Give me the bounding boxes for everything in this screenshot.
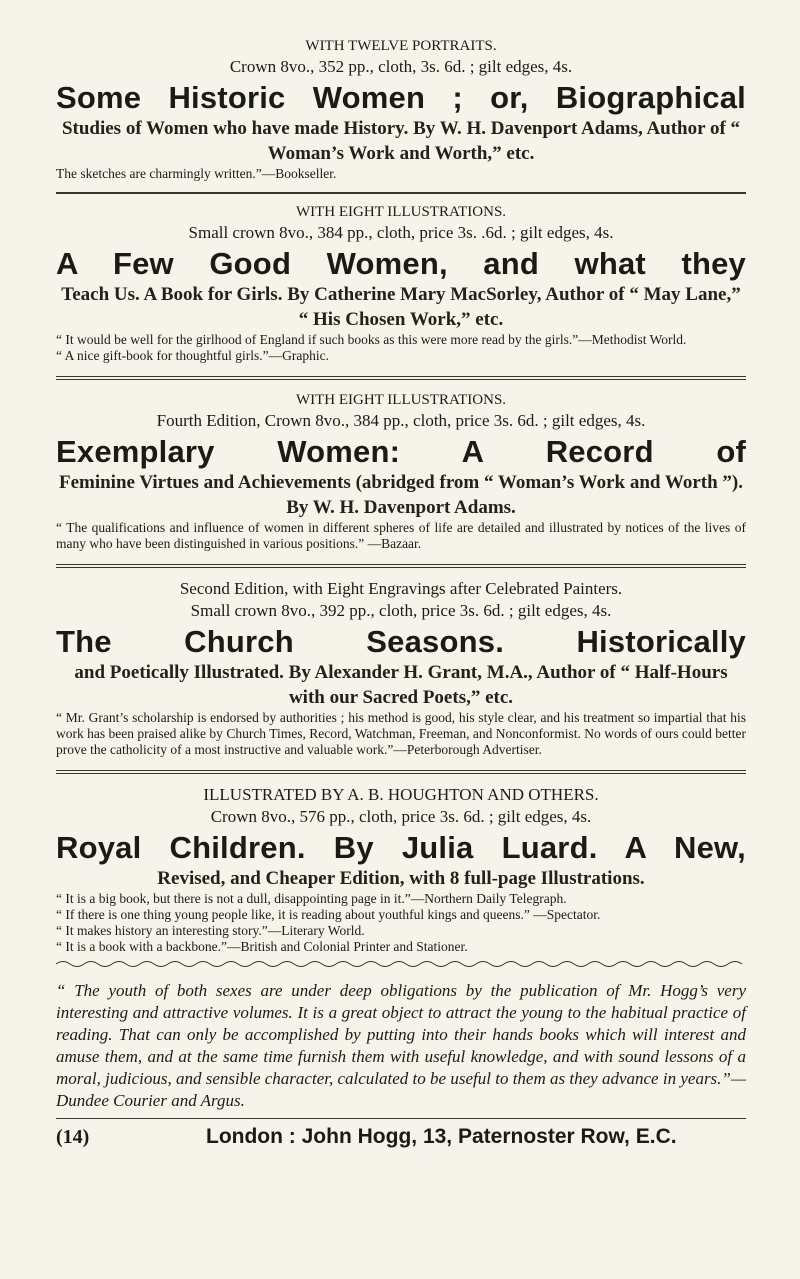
entry-review: “ If there is one thing young people like, it is reading about youthful kings and queens.” —Spectator. <box>56 907 601 922</box>
entry-church-seasons <box>56 578 746 758</box>
divider <box>56 564 746 568</box>
publisher-advertisement: “ The youth of both sexes are under deep obligations by the publication of Mr. Hogg’s very interesting and attractive volumes. It is a great object to attract the young to the habitual practice of reading. That can only be accomplished by putting into their hands books which will interest and amuse them, and at the same time furnish them with useful knowledge, and with sound lessons of a moral, judicious, and sensible character, calculated to be useful to them as they advance in years.”—Dundee Courier and Argus. <box>56 981 746 1110</box>
divider <box>56 192 746 194</box>
entry-title: The Church Seasons. Historically <box>56 624 746 659</box>
entry-title: Royal Children. By Julia Luard. A New, <box>56 830 746 865</box>
entry-note: WITH EIGHT ILLUSTRATIONS. <box>295 392 507 408</box>
catalogue-page <box>56 36 746 1149</box>
entry-meta: Fourth Edition, Crown 8vo., 384 pp., cloth, price 3s. 6d. ; gilt edges, 4s. <box>156 411 646 430</box>
entry-description: Feminine Virtues and Achievements (abridged from “ Woman’s Work and Worth ”). By W. H. Davenport Adams. <box>58 472 744 518</box>
page-footer <box>56 1118 746 1149</box>
entry-note: Second Edition, with Eight Engravings after Celebrated Painters. <box>179 579 623 598</box>
entry-note: WITH TWELVE PORTRAITS. <box>305 38 497 54</box>
entry-review: “ It makes history an interesting story.”—Literary World. <box>56 923 365 938</box>
entry-meta: Small crown 8vo., 392 pp., cloth, price 3s. 6d. ; gilt edges, 4s. <box>190 601 612 620</box>
entry-description: Studies of Women who have made History. By W. H. Davenport Adams, Author of “ Woman’s Work and Worth,” etc. <box>61 118 741 164</box>
entry-review: “ It is a book with a backbone.”—British and Colonial Printer and Stationer. <box>56 939 468 954</box>
entry-review: “ The qualifications and influence of women in different spheres of life are detailed and illustrated by notices of the lives of many who have been distinguished in various positions.” —Bazaar. <box>56 520 746 551</box>
entry-title: Exemplary Women: A Record of <box>56 434 746 469</box>
entry-a-few-good-women <box>56 202 746 364</box>
entry-review: “ It would be well for the girlhood of England if such books as this were more read by the girls.”—Methodist World. <box>56 332 687 347</box>
entry-exemplary-women <box>56 390 746 552</box>
entry-note: WITH EIGHT ILLUSTRATIONS. <box>295 204 507 220</box>
entry-royal-children <box>56 784 746 955</box>
publisher-address: London : John Hogg, 13, Paternoster Row, E.C. <box>206 1125 677 1148</box>
entry-review: “ Mr. Grant’s scholarship is endorsed by authorities ; his method is good, his style clear, and his treatment so impartial that his work has been praised alike by Church Times, Record, Watchman, Freeman, and Nonconformist. No words of ours could better prove the catholicity of a most instructive and valuable work.”—Peterborough Advertiser. <box>56 710 746 757</box>
entry-review: The sketches are charmingly written.”—Bookseller. <box>56 166 337 181</box>
divider <box>56 770 746 774</box>
page-number: (14) <box>56 1126 90 1148</box>
divider <box>56 376 746 380</box>
wavy-divider <box>56 959 746 969</box>
entry-review: “ It is a big book, but there is not a dull, disappointing page in it.”—Northern Daily Telegraph. <box>56 891 567 906</box>
entry-title: Some Historic Women ; or, Biographical <box>56 80 746 115</box>
entry-meta: Crown 8vo., 352 pp., cloth, 3s. 6d. ; gilt edges, 4s. <box>229 57 573 76</box>
entry-meta: Crown 8vo., 576 pp., cloth, price 3s. 6d. ; gilt edges, 4s. <box>210 807 592 826</box>
entry-note: ILLUSTRATED BY A. B. HOUGHTON AND OTHERS. <box>203 785 599 804</box>
entry-meta: Small crown 8vo., 384 pp., cloth, price 3s. .6d. ; gilt edges, 4s. <box>188 223 614 242</box>
entry-description: Revised, and Cheaper Edition, with 8 full-page Illustrations. <box>157 868 645 889</box>
entry-description: and Poetically Illustrated. By Alexander H. Grant, M.A., Author of “ Half-Hours with our Sacred Poets,” etc. <box>74 662 728 708</box>
entry-description: Teach Us. A Book for Girls. By Catherine Mary MacSorley, Author of “ May Lane,” “ His Chosen Work,” etc. <box>61 284 741 330</box>
entry-some-historic-women <box>56 36 746 182</box>
entry-review: “ A nice gift-book for thoughtful girls.”—Graphic. <box>56 348 329 363</box>
entry-title: A Few Good Women, and what they <box>56 246 746 281</box>
